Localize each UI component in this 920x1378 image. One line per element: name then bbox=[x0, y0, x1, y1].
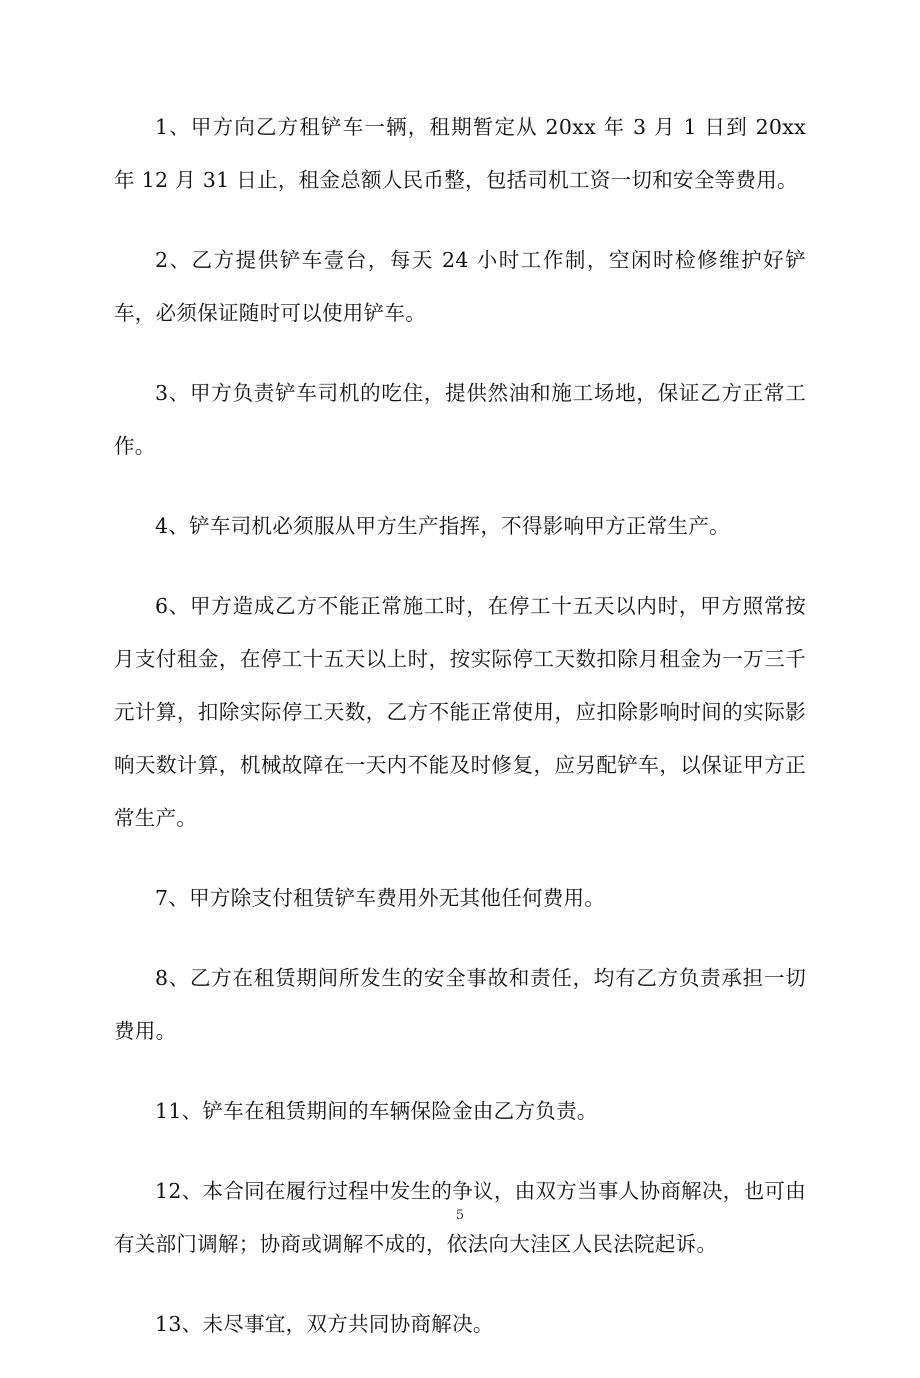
clause-7: 7、甲方除支付租赁铲车费用外无其他任何费用。 bbox=[155, 886, 606, 910]
clause-11: 11、铲车在租赁期间的车辆保险金由乙方负责。 bbox=[155, 1099, 598, 1123]
clause-12: 12、本合同在履行过程中发生的争议，由双方当事人协商解决，也可由有关部门调解；协商或调解不成的，依法向大洼区人民法院起诉。 bbox=[114, 1179, 806, 1256]
clause-2: 2、乙方提供铲车壹台，每天 24 小时工作制，空闲时检修维护好铲车，必须保证随时可以使用铲车。 bbox=[114, 248, 806, 325]
clause-6: 6、甲方造成乙方不能正常施工时，在停工十五天以内时，甲方照常按月支付租金，在停工十五天以上时，按实际停工天数扣除月租金为一万三千元计算，扣除实际停工天数，乙方不能正常使用，应扣除影响时间的实际影响天数计算，机械故障在一天内不能及时修复，应另配铲车，以保证甲方正常生产。 bbox=[114, 594, 806, 830]
clause-1: 1、甲方向乙方租铲车一辆，租期暂定从 20xx 年 3 月 1 日到 20xx 年 12 月 31 日止，租金总额人民币整，包括司机工资一切和安全等费用。 bbox=[114, 115, 806, 192]
clause-13: 13、未尽事宜，双方共同协商解决。 bbox=[155, 1312, 494, 1336]
page-number: 5 bbox=[455, 1208, 465, 1223]
clause-8: 8、乙方在租赁期间所发生的安全事故和责任，均有乙方负责承担一切费用。 bbox=[114, 966, 806, 1043]
clause-4: 4、铲车司机必须服从甲方生产指挥，不得影响甲方正常生产。 bbox=[155, 514, 730, 538]
clause-3: 3、甲方负责铲车司机的吃住，提供然油和施工场地，保证乙方正常工作。 bbox=[114, 381, 806, 458]
document-body bbox=[114, 101, 806, 1378]
